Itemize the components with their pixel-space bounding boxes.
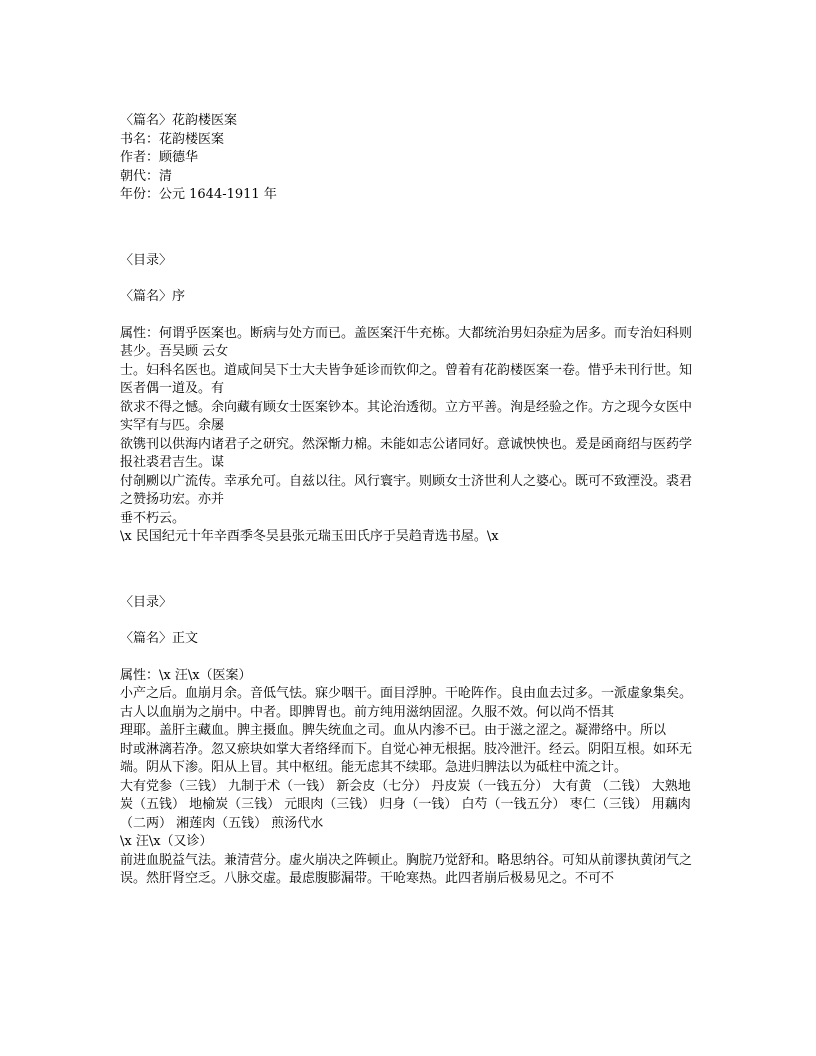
spacer [120, 205, 700, 252]
preface-line: 垂不朽云。 [120, 510, 186, 526]
preface-line: 属性：何谓乎医案也。断病与处方而已。盖医案汗牛充栋。大都统治男妇杂症为居多。而专治妇科则甚少。吾吴顾 云女 [120, 325, 693, 359]
spacer [120, 307, 700, 325]
main-line: \x 汪\x（又诊） [120, 834, 213, 849]
spacer [120, 649, 700, 667]
prescription: 大有党参（三钱） 九制于术（一钱） 新会皮（七分） 丹皮炭（一钱五分） 大有黄 （二钱） 大熟地炭（五钱） 地榆炭（三钱） 元眼肉（三钱） 归身（一钱） 白芍（一钱五分） 枣仁（三钱） 用藕肉（二两） 湘莲肉（五钱） 煎汤代水 [120, 778, 691, 831]
dynasty: 朝代：清 [120, 168, 173, 184]
chapter-title: 〈篇名〉花韵楼医案 [120, 113, 238, 128]
main-line: 端。阴从下渗。阳从上冒。其中枢纽。能无虑其不续耶。急进归脾法以为砥柱中流之计。 [120, 760, 628, 775]
main-line: 理耶。盖肝主藏血。脾主摄血。脾失统血之司。血从内渗不已。由于滋之涩之。凝滞络中。所以 [120, 723, 667, 738]
toc-heading: 〈目录〉 [120, 594, 173, 610]
spacer [120, 612, 700, 630]
preface-signature: \x 民国纪元十年辛酉季冬吴县张元瑞玉田氏序于吴趋青选书屋。\x [120, 529, 499, 544]
preface-line: 付剞劂以广流传。幸承允可。自兹以往。风行寰宇。则顾女士济世利人之婆心。既可不致湮没。裘君之赞扬功宏。亦并 [120, 473, 693, 507]
author: 作者：顾德华 [120, 150, 199, 165]
preface-line: 士。妇科名医也。道咸间吴下士大夫皆争延诊而钦仰之。曾着有花韵楼医案一卷。惜乎未刊行世。知医者偶一道及。有 [120, 362, 693, 396]
main-line: 属性：\x 汪\x（医案） [120, 667, 252, 683]
preface-line: 欲镌刊以供海内诸君子之研究。然深惭力棉。未能如志公诸同好。意诚怏怏也。爰是函商绍与医药学报社裘君吉生。谋 [120, 436, 693, 470]
section-heading-preface: 〈篇名〉序 [120, 289, 186, 304]
main-line: 时或淋漓若净。忽又瘀块如掌大者络绎而下。自觉心神无根据。肢冷泄汗。经云。阴阳互根。如环无 [120, 741, 693, 757]
main-line: 小产之后。血崩月余。音低气怯。寐少咽干。面目浮肿。干呛阵作。良由血去过多。一派虚象集矣。古人以血崩为之崩中。中者。即脾胃也。前方纯用滋纳固涩。久服不效。何以尚不悟其 [120, 686, 693, 720]
toc-heading: 〈目录〉 [120, 252, 173, 268]
main-line: 前进血脱益气法。兼清营分。虚火崩决之阵顿止。胸脘乃觉舒和。略思纳谷。可知从前谬执黄闭气之误。然肝肾空乏。八脉交虚。最虑腹膨漏带。干呛寒热。此四者崩后极易见之。不可不 [120, 852, 693, 886]
book-name: 书名：花韵楼医案 [120, 131, 225, 147]
spacer [120, 270, 700, 288]
year: 年份：公元 1644-1911 年 [120, 187, 277, 202]
preface-line: 欲求不得之憾。余向藏有顾女士医案钞本。其论治透彻。立方平善。洵是经验之作。方之现今女医中实罕有与匹。余屡 [120, 399, 693, 433]
document-page [120, 112, 700, 889]
section-heading-main: 〈篇名〉正文 [120, 631, 199, 646]
spacer [120, 547, 700, 594]
